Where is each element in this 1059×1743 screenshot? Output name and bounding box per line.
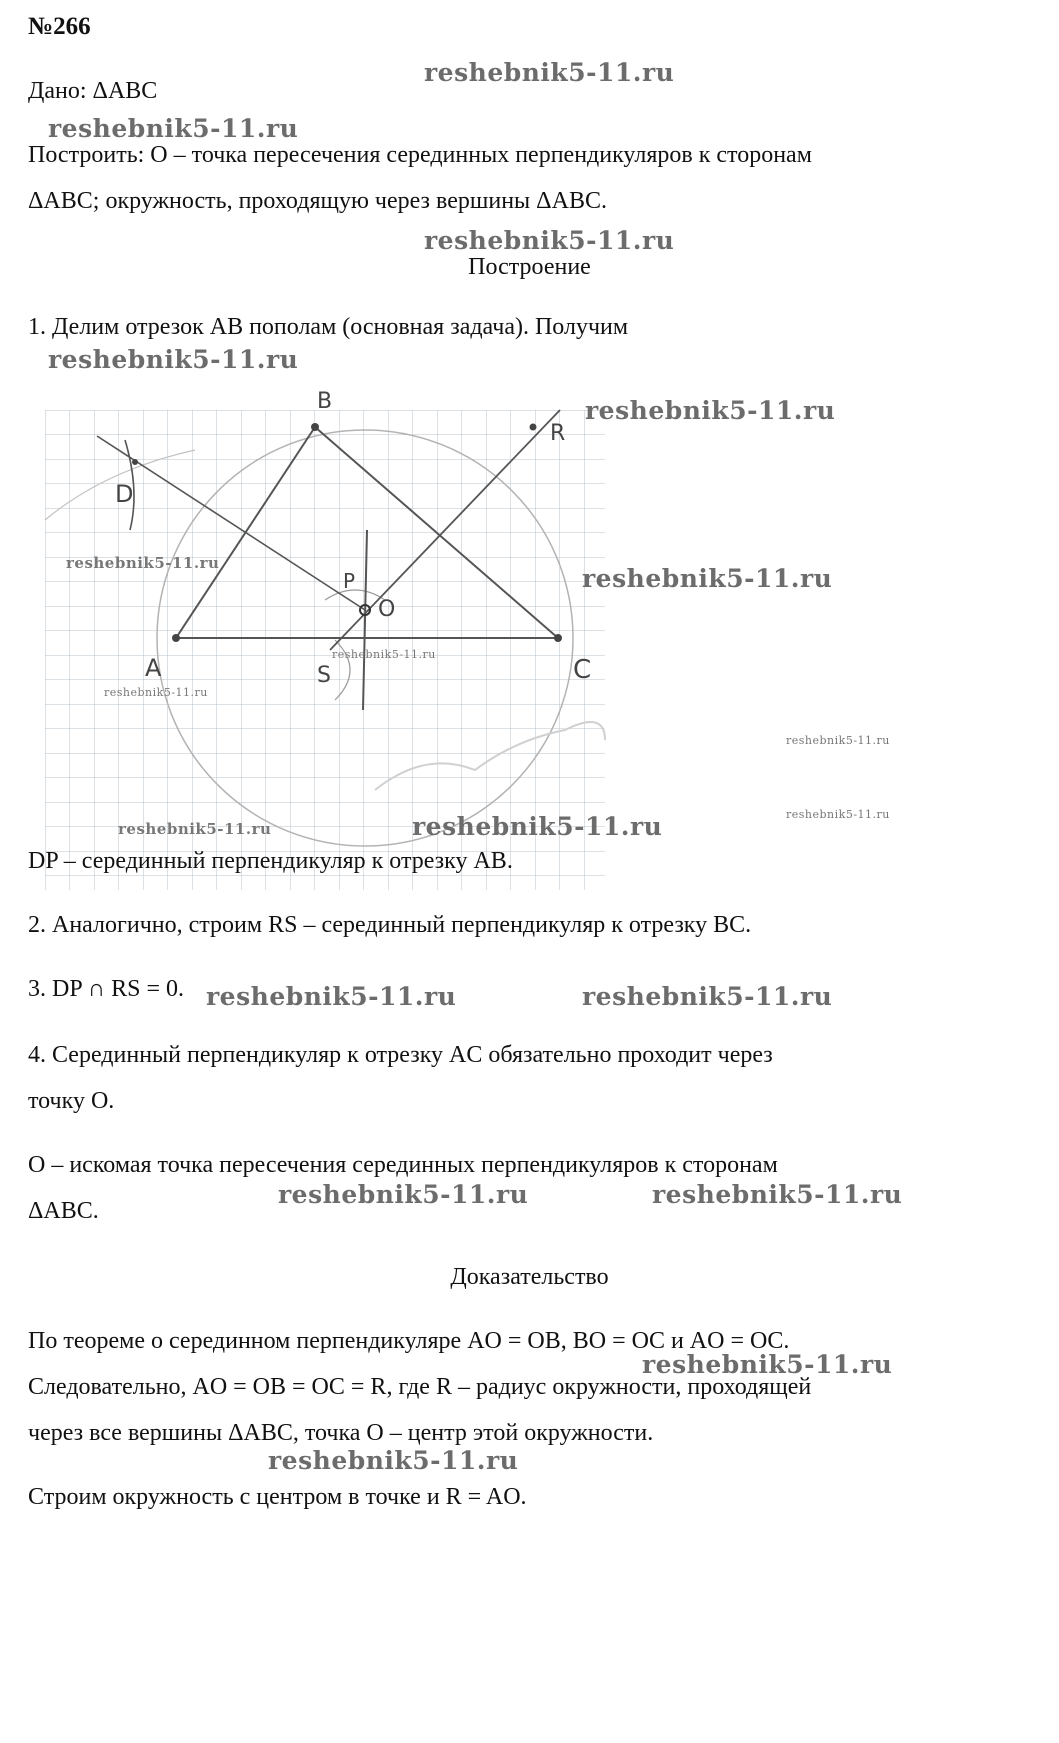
watermark: reshebnik5-11.ru bbox=[424, 58, 675, 87]
watermark: reshebnik5-11.ru bbox=[118, 820, 272, 838]
dp-line: DP – серединный перпендикуляр к отрезку AB. bbox=[28, 848, 513, 874]
label-a: A bbox=[145, 654, 162, 682]
point-c bbox=[554, 634, 562, 642]
watermark: reshebnik5-11.ru bbox=[48, 345, 299, 374]
watermark: reshebnik5-11.ru bbox=[786, 734, 890, 747]
step-4-line-1: 4. Серединный перпендикуляр к отрезку AC обязательно проходит через bbox=[28, 1042, 773, 1068]
label-b: B bbox=[317, 389, 333, 414]
build-line-1: Построить: O – точка пересечения серединных перпендикуляров к сторонам bbox=[28, 142, 812, 168]
label-c: C bbox=[573, 655, 592, 685]
result-line-1: O – искомая точка пересечения серединных перпендикуляров к сторонам bbox=[28, 1152, 778, 1178]
watermark: reshebnik5-11.ru bbox=[104, 686, 208, 699]
step-1: 1. Делим отрезок AB пополам (основная задача). Получим bbox=[28, 314, 629, 340]
given-line: Дано: ΔABC bbox=[28, 78, 158, 104]
watermark: reshebnik5-11.ru bbox=[582, 982, 833, 1011]
watermark: reshebnik5-11.ru bbox=[48, 114, 299, 143]
step-3: 3. DP ∩ RS = 0. bbox=[28, 976, 185, 1002]
watermark: reshebnik5-11.ru bbox=[424, 226, 675, 255]
watermark: reshebnik5-11.ru bbox=[268, 1446, 519, 1475]
label-o: O bbox=[378, 597, 396, 622]
proof-line-3: через все вершины ΔABC, точка O – центр этой окружности. bbox=[28, 1420, 654, 1446]
point-r bbox=[530, 424, 537, 431]
watermark: reshebnik5-11.ru bbox=[582, 564, 833, 593]
build-line-2: ΔABC; окружность, проходящую через вершины ΔABC. bbox=[28, 188, 607, 214]
label-p: P bbox=[343, 569, 356, 593]
point-b bbox=[311, 423, 319, 431]
label-r: R bbox=[550, 421, 566, 446]
watermark: reshebnik5-11.ru bbox=[206, 982, 457, 1011]
watermark: reshebnik5-11.ru bbox=[278, 1180, 529, 1209]
label-d: D bbox=[115, 480, 134, 508]
watermark: reshebnik5-11.ru bbox=[652, 1180, 903, 1209]
watermark: reshebnik5-11.ru bbox=[642, 1350, 893, 1379]
watermark: reshebnik5-11.ru bbox=[66, 554, 220, 572]
result-line-2: ΔABC. bbox=[28, 1198, 99, 1224]
proof-line-4: Строим окружность с центром в точке и R = AO. bbox=[28, 1484, 527, 1510]
watermark: reshebnik5-11.ru bbox=[332, 648, 436, 661]
label-s: S bbox=[317, 663, 331, 688]
step-2: 2. Аналогично, строим RS – серединный перпендикуляр к отрезку BC. bbox=[28, 912, 752, 938]
section-construction-heading: Построение bbox=[468, 254, 591, 280]
point-a bbox=[172, 634, 180, 642]
section-proof-heading: Доказательство bbox=[450, 1264, 609, 1290]
step-4-line-2: точку O. bbox=[28, 1088, 115, 1114]
proof-line-2: Следовательно, AO = OB = OC = R, где R – радиус окружности, проходящей bbox=[28, 1374, 812, 1400]
watermark: reshebnik5-11.ru bbox=[585, 396, 836, 425]
point-d bbox=[132, 459, 138, 465]
problem-number: №266 bbox=[28, 13, 91, 40]
watermark: reshebnik5-11.ru bbox=[786, 808, 890, 821]
watermark: reshebnik5-11.ru bbox=[412, 812, 663, 841]
proof-line-1: По теореме о серединном перпендикуляре AO = OB, BO = OC и AO = OC. bbox=[28, 1328, 790, 1354]
